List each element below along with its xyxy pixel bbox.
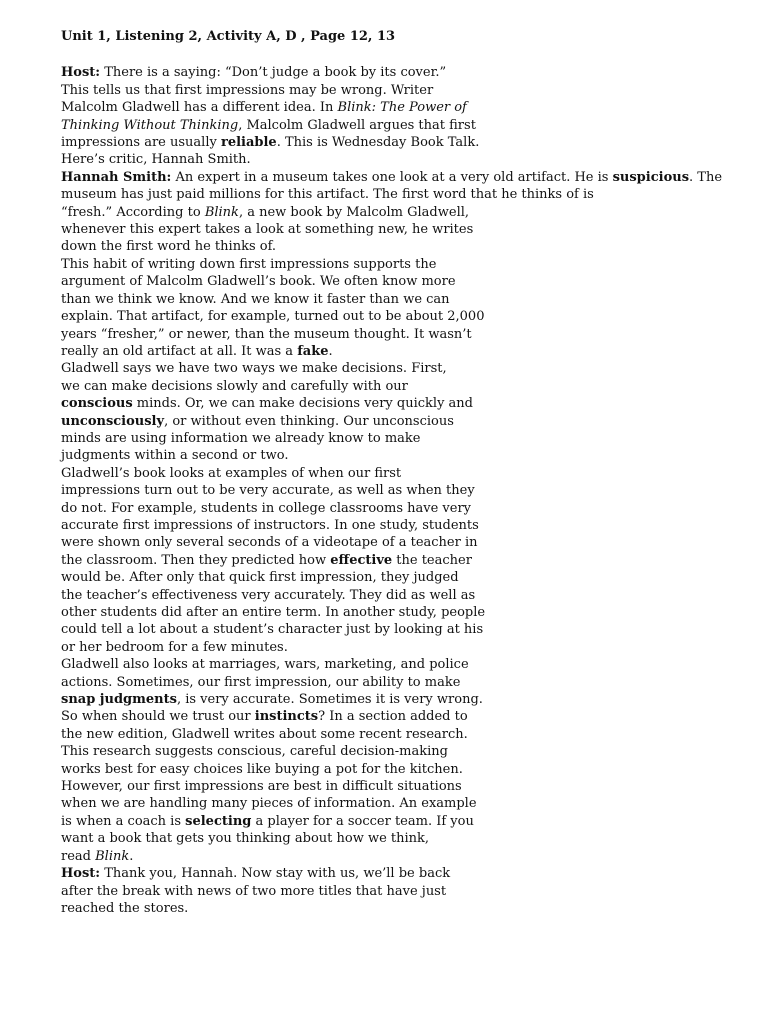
text-segment: the teacher [392, 552, 472, 568]
transcript-body [61, 64, 721, 917]
text-segment: Gladwell’s book looks at examples of when our first [61, 465, 402, 481]
text-segment: , Malcolm Gladwell argues that first [238, 117, 476, 133]
text-segment: . [328, 343, 333, 359]
text-segment: really an old artifact at all. It was a [61, 343, 298, 359]
text-segment: than we think we know. And we know it faster than we can [61, 291, 450, 307]
transcript-line [61, 343, 721, 360]
document-page [61, 28, 721, 917]
transcript-line [61, 117, 721, 134]
text-segment: impressions are usually [61, 135, 221, 151]
document-title: Unit 1, Listening 2, Activity A, D , Page 12, 13 [61, 29, 396, 44]
text-segment: would be. After only that quick first impression, they judged [61, 570, 459, 586]
text-segment: years “fresher,” or newer, than the museum thought. It wasn’t [61, 326, 472, 342]
bold-text: effective [330, 552, 393, 568]
transcript-line [61, 778, 721, 795]
italic-text: Blink: The Power of [337, 100, 467, 116]
transcript-line [61, 395, 721, 412]
transcript-line [61, 883, 721, 900]
text-segment: Thank you, Hannah. Now stay with us, we’ll be back [100, 866, 451, 882]
text-segment: minds are using information we already know to make [61, 430, 421, 446]
transcript-line [61, 82, 721, 99]
text-segment: other students did after an entire term. In another study, people [61, 605, 486, 620]
transcript-line [61, 830, 721, 847]
transcript-line [61, 500, 721, 517]
bold-text: suspicious [612, 169, 690, 185]
bold-text: reliable [220, 135, 277, 151]
transcript-line [61, 238, 721, 255]
bold-text: Hannah Smith: [61, 169, 172, 185]
text-segment: is when a coach is [61, 813, 186, 829]
transcript-line [61, 761, 721, 778]
transcript-line [61, 99, 721, 116]
transcript-line [61, 795, 721, 812]
text-segment: This research suggests conscious, careful decision-making [61, 744, 448, 760]
text-segment: minds. Or, we can make decisions very quickly and [132, 396, 473, 412]
transcript-line [61, 639, 721, 656]
transcript-line [61, 552, 721, 569]
italic-text: Thinking Without Thinking [61, 117, 239, 133]
bold-text: conscious [61, 396, 133, 412]
text-segment: Gladwell also looks at marriages, wars, marketing, and police [61, 657, 469, 673]
text-segment: museum has just paid millions for this artifact. The first word that he thinks of is [61, 187, 594, 203]
transcript-line [61, 360, 721, 377]
text-segment: argument of Malcolm Gladwell’s book. We often know more [61, 274, 456, 290]
text-segment: were shown only several seconds of a videotape of a teacher in [61, 535, 478, 551]
transcript-line [61, 674, 721, 691]
text-segment: after the break with news of two more titles that have just [61, 883, 447, 899]
text-segment: Here’s critic, Hannah Smith. [61, 152, 251, 168]
bold-text: snap judgments [61, 692, 177, 708]
transcript-line [61, 865, 721, 882]
text-segment: do not. For example, students in college classrooms have very [61, 500, 472, 516]
text-segment: explain. That artifact, for example, turned out to be about 2,000 [61, 309, 485, 325]
italic-text: Blink [204, 204, 239, 220]
transcript-line [61, 587, 721, 604]
text-segment: Malcolm Gladwell has a different idea. In [61, 100, 338, 116]
transcript-line [61, 569, 721, 586]
text-segment: Gladwell says we have two ways we make decisions. First, [61, 361, 447, 377]
text-segment: actions. Sometimes, our first impression, our ability to make [61, 674, 461, 690]
transcript-line [61, 308, 721, 325]
transcript-line [61, 151, 721, 168]
text-segment: This habit of writing down first impressions supports the [61, 256, 437, 272]
transcript-line [61, 413, 721, 430]
text-segment: want a book that gets you thinking about how we think, [61, 831, 430, 847]
text-segment: There is a saying: “Don’t judge a book by its cover.” [100, 65, 447, 81]
text-segment: the teacher’s effectiveness very accurately. They did as well as [61, 587, 476, 603]
text-segment: the new edition, Gladwell writes about some recent research. [61, 726, 468, 742]
text-segment: impressions turn out to be very accurate, as well as when they [61, 483, 475, 499]
transcript-line [61, 221, 721, 238]
transcript-line [61, 378, 721, 395]
bold-text: selecting [185, 813, 252, 829]
transcript-line [61, 256, 721, 273]
text-segment: down the first word he thinks of. [61, 239, 277, 255]
bold-text: Host: [61, 65, 101, 81]
text-segment: a player for a soccer team. If you [251, 813, 474, 829]
transcript-line [61, 848, 721, 865]
bold-text: instincts [254, 709, 319, 725]
transcript-line [61, 204, 721, 221]
text-segment: or her bedroom for a few minutes. [61, 639, 288, 655]
transcript-line [61, 326, 721, 343]
transcript-line [61, 134, 721, 151]
transcript-line [61, 691, 721, 708]
transcript-line [61, 517, 721, 534]
transcript-line [61, 656, 721, 673]
bold-text: fake [297, 343, 329, 359]
text-segment: So when should we trust our [61, 709, 255, 725]
transcript-line [61, 482, 721, 499]
bold-text: Host: [61, 866, 101, 882]
transcript-line [61, 813, 721, 830]
transcript-line [61, 621, 721, 638]
transcript-line [61, 465, 721, 482]
text-segment: An expert in a museum takes one look at a very old artifact. He is [171, 169, 613, 185]
text-segment: when we are handling many pieces of information. An example [61, 796, 477, 812]
text-segment: “fresh.” According to [61, 204, 205, 220]
transcript-line [61, 743, 721, 760]
transcript-line [61, 726, 721, 743]
text-segment: read [61, 848, 96, 864]
text-segment: accurate first impressions of instructors. In one study, students [61, 517, 479, 533]
text-segment: reached the stores. [61, 900, 189, 916]
text-segment: judgments within a second or two. [61, 448, 289, 464]
bold-text: unconsciously [61, 413, 165, 429]
text-segment: However, our first impressions are best in difficult situations [61, 779, 462, 795]
text-segment: , or without even thinking. Our unconscious [164, 413, 454, 429]
text-segment: , is very accurate. Sometimes it is very wrong. [176, 692, 483, 708]
text-segment: we can make decisions slowly and carefully with our [61, 378, 408, 394]
transcript-line [61, 430, 721, 447]
text-segment: , a new book by Malcolm Gladwell, [238, 204, 470, 220]
transcript-line [61, 291, 721, 308]
text-segment: the classroom. Then they predicted how [61, 552, 331, 568]
text-segment: works best for easy choices like buying a pot for the kitchen. [61, 761, 463, 777]
text-segment: could tell a lot about a student’s character just by looking at his [61, 622, 484, 638]
text-segment: . This is Wednesday Book Talk. [276, 135, 480, 151]
transcript-line [61, 273, 721, 290]
transcript-line [61, 900, 721, 917]
transcript-line [61, 64, 721, 81]
transcript-line [61, 708, 721, 725]
text-segment: . The [689, 169, 723, 185]
transcript-line [61, 169, 721, 186]
transcript-line [61, 447, 721, 464]
text-segment: whenever this expert takes a look at something new, he writes [61, 222, 474, 238]
text-segment: ? In a section added to [318, 709, 468, 725]
text-segment: . [129, 848, 134, 864]
transcript-line [61, 604, 721, 621]
transcript-line [61, 186, 721, 203]
text-segment: This tells us that first impressions may be wrong. Writer [61, 82, 434, 98]
transcript-line [61, 534, 721, 551]
italic-text: Blink [95, 848, 130, 864]
